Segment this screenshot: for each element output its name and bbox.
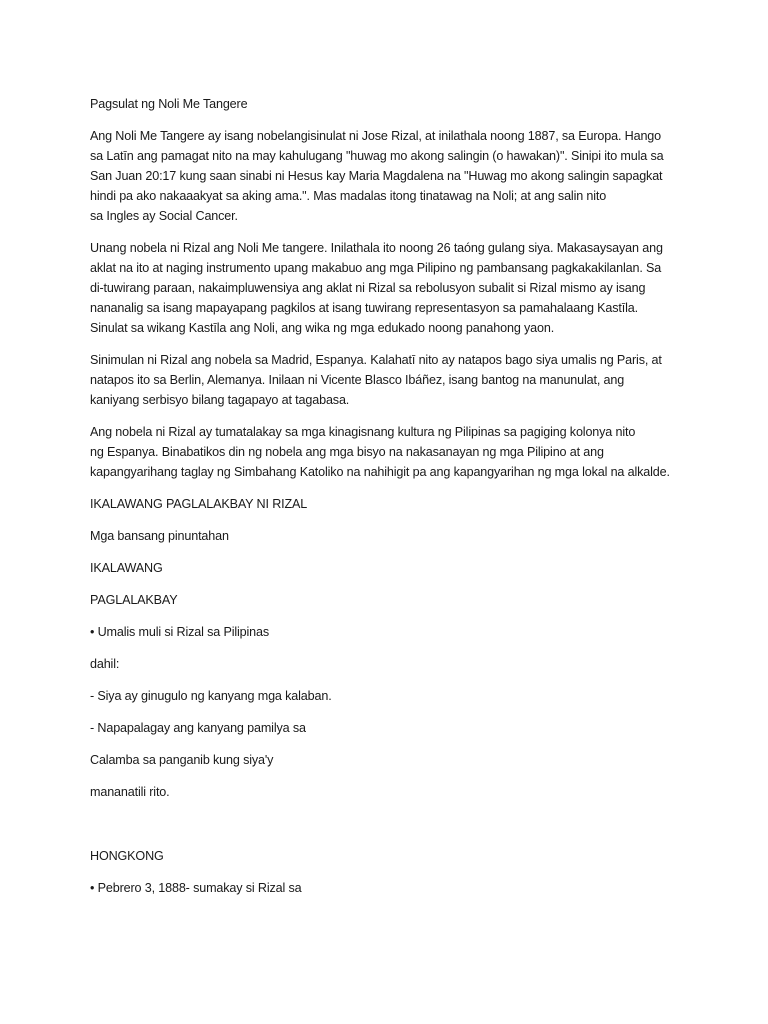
paragraph-noli-intro	[90, 126, 690, 226]
list-line: • Umalis muli si Rizal sa Pilipinas	[90, 625, 270, 639]
list-line: mananatili rito.	[90, 785, 170, 799]
paragraph-line: nananalig sa isang mapayapang pagkilos at isang tuwirang representasyon sa pamahalaang Kastīla.	[90, 301, 638, 315]
hongkong-heading: HONGKONG	[90, 849, 164, 863]
paragraph-line: Sinimulan ni Rizal ang nobela sa Madrid, Espanya. Kalahatī nito ay natapos bago siya umalis ng Paris, at	[90, 353, 662, 367]
list-line: PAGLALAKBAY	[90, 593, 178, 607]
paragraph-line: Unang nobela ni Rizal ang Noli Me tangere. Inilathala ito noong 26 taóng gulang siya. Makasaysayan ang	[90, 241, 663, 255]
paragraph-line: Ang Noli Me Tangere ay isang nobelangisinulat ni Jose Rizal, at inilathala noong 1887, sa Europa. Hango	[90, 129, 662, 143]
paragraph-line: di-tuwirang paraan, nakaimpluwensiya ang aklat ni Rizal sa rebolusyon subalit si Rizal mismo ay isang	[90, 281, 646, 295]
list-line: - Siya ay ginugulo ng kanyang mga kalaban.	[90, 689, 332, 703]
section-heading: IKALAWANG PAGLALAKBAY NI RIZAL	[90, 497, 308, 511]
paragraph-tumatalakay	[90, 422, 690, 482]
paragraph-line: kapangyarihang taglay ng Simbahang Katoliko na nahihigit pa ang kapangyarihan ng mga lokal na alkalde.	[90, 465, 670, 479]
paragraph-line: natapos ito sa Berlin, Alemanya. Inilaan ni Vicente Blasco Ibáñez, isang bantog na manunulat, ang	[90, 373, 625, 387]
paragraph-sinimulan	[90, 350, 690, 410]
document-body	[90, 94, 690, 910]
paragraph-unang-nobela	[90, 238, 690, 338]
list-line: IKALAWANG	[90, 561, 163, 575]
paragraph-line: sa Ingles ay Social Cancer.	[90, 209, 238, 223]
paragraph-line: hindi pa ako nakaaakyat sa aking ama.". Mas madalas itong tinatawag na Noli; at ang salin nito	[90, 189, 607, 203]
paragraph-line: aklat na ito at naging instrumento upang makabuo ang mga Pilipino ng pambansang pagkakakilanlan. Sa	[90, 261, 662, 275]
list-line: dahil:	[90, 657, 120, 671]
paragraph-line: sa Latīn ang pamagat nito na may kahulugang "huwag mo akong salingin (o hawakan)". Sinipi ito mula sa	[90, 149, 664, 163]
paragraph-line: ng Espanya. Binabatikos din ng nobela ang mga bisyo na nakasanayan ng mga Pilipino at ang	[90, 445, 604, 459]
list-line: - Napapalagay ang kanyang pamilya sa	[90, 721, 306, 735]
paragraph-line: Ang nobela ni Rizal ay tumatalakay sa mga kinagisnang kultura ng Pilipinas sa pagiging kolonya nito	[90, 425, 636, 439]
paragraph-line: San Juan 20:17 kung saan sinabi ni Hesus kay Maria Magdalena na "Huwag mo akong salingin sapagkat	[90, 169, 663, 183]
list-line: • Pebrero 3, 1888- sumakay si Rizal sa	[90, 881, 302, 895]
list-line: Mga bansang pinuntahan	[90, 529, 229, 543]
list-line: Calamba sa panganib kung siya'y	[90, 753, 274, 767]
paragraph-line: Sinulat sa wikang Kastīla ang Noli, ang wika ng mga edukado noong panahong yaon.	[90, 321, 555, 335]
paragraph-line: kaniyang serbisyo bilang tagapayo at tagabasa.	[90, 393, 350, 407]
document-title: Pagsulat ng Noli Me Tangere	[90, 97, 248, 111]
blank-space	[90, 814, 690, 846]
